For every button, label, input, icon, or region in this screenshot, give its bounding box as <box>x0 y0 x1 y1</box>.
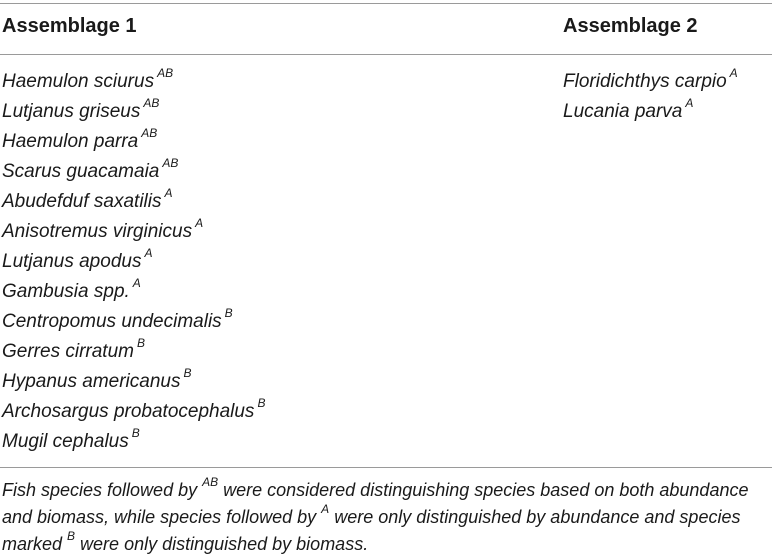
species-row <box>2 97 265 127</box>
species-name: Abudefduf saxatilis <box>2 191 162 212</box>
species-row <box>2 157 265 187</box>
assemblage-1-list <box>2 67 265 457</box>
species-name: Lutjanus apodus <box>2 251 142 272</box>
species-row <box>2 217 265 247</box>
footnote-mark-ab: AB <box>202 475 219 489</box>
species-name: Haemulon sciurus <box>2 71 155 92</box>
species-row <box>2 247 265 277</box>
species-mark: AB <box>141 125 158 140</box>
species-row <box>2 127 265 157</box>
species-row <box>2 337 265 367</box>
species-mark: B <box>257 395 266 410</box>
assemblage-2-list <box>563 67 738 127</box>
species-mark: AB <box>162 155 179 170</box>
table-header <box>0 15 772 41</box>
species-name: Anisotremus virginicus <box>2 221 193 242</box>
species-name: Archosargus probatocephalus <box>2 401 255 422</box>
species-name: Floridichthys carpio <box>563 71 727 92</box>
species-row <box>2 277 265 307</box>
species-name: Hypanus americanus <box>2 371 181 392</box>
species-row <box>2 367 265 397</box>
species-name: Centropomus undecimalis <box>2 311 222 332</box>
table-bottom-rule <box>0 467 772 468</box>
footnote-mark-a: A <box>321 502 330 516</box>
footnote-text-2: were considered distinguishing species based on both abundance and biomass, while species followed by <box>2 480 749 527</box>
species-row <box>2 397 265 427</box>
species-mark: A <box>132 275 141 290</box>
species-mark: A <box>144 245 153 260</box>
species-row <box>563 67 738 97</box>
species-name: Haemulon parra <box>2 131 139 152</box>
species-name: Scarus guacamaia <box>2 161 160 182</box>
species-mark: B <box>183 365 192 380</box>
species-row <box>2 427 265 457</box>
species-name: Lutjanus griseus <box>2 101 141 122</box>
footnote-text-1: Fish species followed by <box>2 480 203 500</box>
footnote-text-4: were only distinguished by biomass. <box>75 534 369 554</box>
footnote-mark-b: B <box>67 529 76 543</box>
species-mark: A <box>729 65 738 80</box>
species-mark: A <box>195 215 204 230</box>
species-row <box>2 187 265 217</box>
species-mark: B <box>131 425 140 440</box>
footnote-text-3: were only distinguished by abundance and species marked <box>2 507 741 554</box>
header-assemblage-2: Assemblage 2 <box>563 15 698 37</box>
table-header-rule <box>0 54 772 55</box>
species-row <box>563 97 738 127</box>
species-mark: A <box>685 95 694 110</box>
species-mark: B <box>224 305 233 320</box>
header-assemblage-1: Assemblage 1 <box>2 15 137 37</box>
species-row <box>2 67 265 97</box>
species-mark: A <box>164 185 173 200</box>
species-mark: AB <box>143 95 160 110</box>
table-footnote <box>2 477 762 558</box>
table-top-rule <box>0 3 772 4</box>
species-row <box>2 307 265 337</box>
species-name: Lucania parva <box>563 101 683 122</box>
species-name: Gerres cirratum <box>2 341 134 362</box>
species-mark: B <box>136 335 145 350</box>
species-name: Gambusia spp. <box>2 281 130 302</box>
species-name: Mugil cephalus <box>2 431 129 452</box>
species-mark: AB <box>157 65 174 80</box>
